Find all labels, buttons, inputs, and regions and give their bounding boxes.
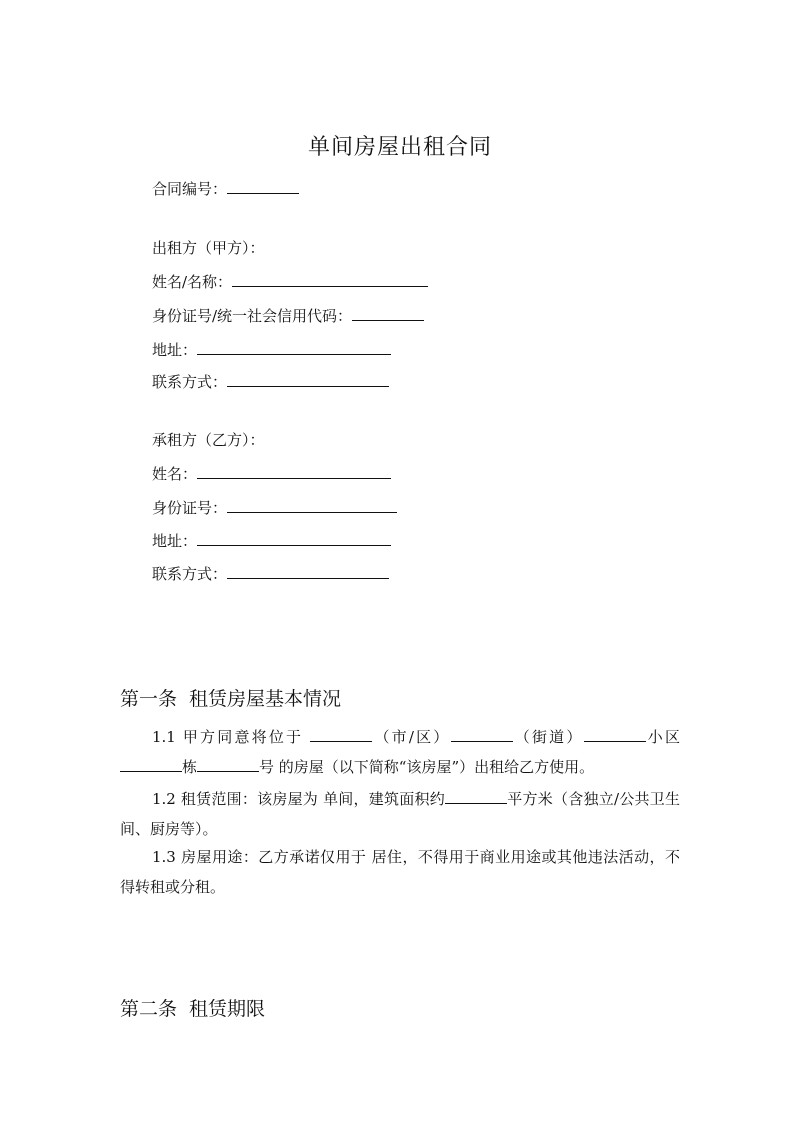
party-a-id-blank[interactable] (352, 305, 424, 321)
party-b-address-line (152, 530, 391, 551)
party-b-name-label: 姓名： (152, 465, 198, 483)
party-b-contact-blank[interactable] (227, 563, 389, 579)
party-b-heading: 承租方（乙方）： (152, 431, 265, 449)
article2-title: 租赁期限 (189, 998, 266, 1020)
clause-1-1-text-d: 小区 (645, 728, 680, 746)
area-blank[interactable] (445, 787, 507, 804)
party-a-address-line (152, 339, 391, 360)
clause-1-1-text-e: 栋 (182, 758, 198, 776)
building-blank[interactable] (120, 755, 182, 772)
party-b-address-blank[interactable] (197, 530, 391, 546)
party-a-name-line (152, 271, 428, 292)
party-b-contact-label: 联系方式： (152, 565, 228, 583)
clause-1-2-text-a: 1.2 租赁范围：该房屋为 单间，建筑面积约 (152, 790, 446, 808)
street-blank[interactable] (451, 725, 513, 742)
party-b-id-blank[interactable] (227, 497, 397, 513)
party-a-contact-label: 联系方式： (152, 373, 228, 391)
article1-title: 租赁房屋基本情况 (189, 688, 342, 710)
community-blank[interactable] (584, 725, 646, 742)
article2-heading (120, 994, 265, 1021)
party-a-heading: 出租方（甲方）： (152, 239, 265, 257)
party-b-id-line (152, 497, 397, 518)
party-a-address-label: 地址： (152, 341, 198, 359)
party-a-name-blank[interactable] (232, 271, 428, 287)
page-title: 单间房屋出租合同 (307, 135, 492, 160)
party-a-contact-line (152, 371, 389, 392)
contract-no-line (152, 178, 299, 199)
article1-heading (120, 684, 341, 711)
clause-1-1-text-a: 1.1 甲方同意将位于 (152, 728, 311, 746)
party-a-address-blank[interactable] (197, 339, 391, 355)
party-b-name-line (152, 463, 391, 484)
party-b-address-label: 地址： (152, 532, 198, 550)
clause-1-1-text-f: 号 的房屋（以下简称“该房屋”）出租给乙方使用。 (259, 758, 595, 776)
clause-1-2-text-b: 平方米（含独立/公共卫生间、厨房等）。 (120, 790, 680, 838)
city-blank[interactable] (310, 725, 372, 742)
clause-1-3: 1.3 房屋用途：乙方承诺仅用于 居住，不得用于商业用途或其他违法活动，不得转租或分租。 (120, 848, 680, 896)
clause-1-1 (120, 722, 680, 782)
article2-number: 第二条 (120, 998, 178, 1020)
clause-1-1-text-b: （市/区） (372, 728, 451, 746)
party-a-name-label: 姓名/名称： (152, 273, 233, 291)
contract-no-label: 合同编号： (152, 180, 228, 198)
party-b-id-label: 身份证号： (152, 499, 228, 517)
unit-blank[interactable] (197, 755, 259, 772)
clause-1-1-text-c: （街道） (512, 728, 584, 746)
party-a-id-label: 身份证号/统一社会信用代码： (152, 307, 353, 325)
party-a-contact-blank[interactable] (227, 371, 389, 387)
party-b-contact-line (152, 563, 389, 584)
party-a-id-line (152, 305, 424, 326)
contract-no-blank[interactable] (227, 178, 299, 194)
article1-number: 第一条 (120, 688, 178, 710)
party-b-name-blank[interactable] (197, 463, 391, 479)
clause-1-2 (120, 784, 680, 844)
